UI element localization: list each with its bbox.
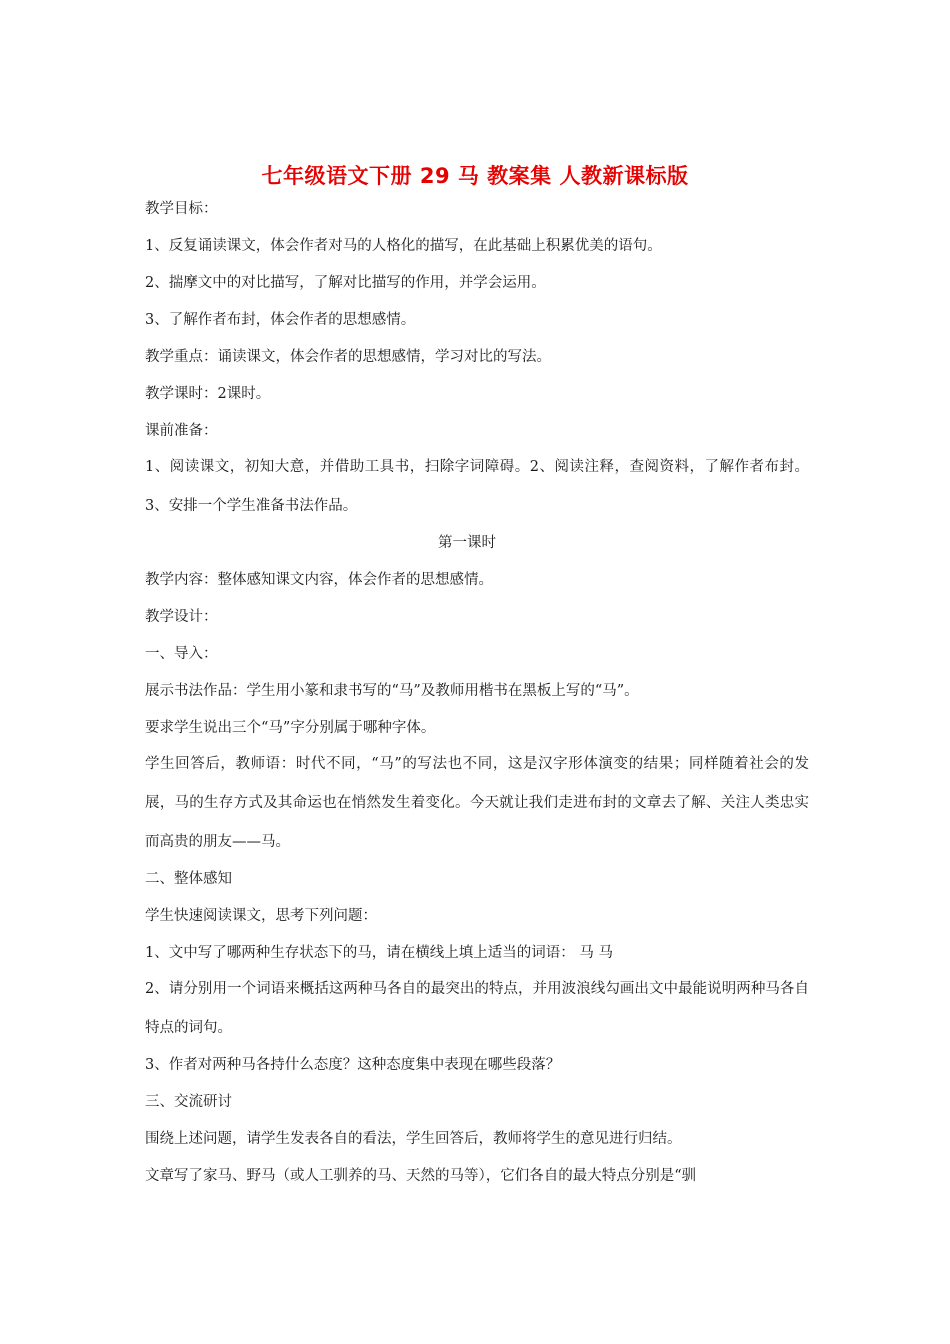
paragraph-section-intro: 一、导入： — [145, 646, 218, 662]
paragraph-goal-3: 3、了解作者布封，体会作者的思想感情。 — [145, 312, 416, 328]
document-body — [145, 197, 809, 1201]
document-title: 七年级语文下册 29 马 教案集 人教新课标版 — [261, 164, 689, 188]
paragraph-lesson-one-heading: 第一课时 — [438, 535, 496, 551]
paragraph-reading-task: 学生快速阅读课文，思考下列问题： — [145, 908, 377, 924]
paragraph-summary: 文章写了家马、野马（或人工驯养的马、天然的马等），它们各自的最大特点分别是“驯 — [145, 1168, 697, 1184]
paragraph-preparation-items: 1、阅读课文，初知大意，并借助工具书，扫除字词障碍。2、阅读注释，查阅资料，了解作者布封。 3、安排一个学生准备书法作品。 — [145, 459, 809, 514]
paragraph-font-question: 要求学生说出三个“马”字分别属于哪种字体。 — [145, 720, 436, 736]
paragraph-teacher-speech: 学生回答后，教师语：时代不同，“马”的写法也不同，这是汉字形体演变的结果；同样随着社会的发展，马的生存方式及其命运也在悄然发生着变化。今天就让我们走进布封的文章去了解、关注人类忠实而高贵的朋友——马。 — [145, 756, 809, 850]
paragraph-class-hours: 教学课时：2课时。 — [145, 386, 271, 402]
paragraph-goal-1: 1、反复诵读课文，体会作者对马的人格化的描写，在此基础上积累优美的语句。 — [145, 238, 662, 254]
paragraph-question-1: 1、文中写了哪两种生存状态下的马，请在横线上填上适当的词语： 马 马 — [145, 945, 613, 961]
paragraph-teaching-design: 教学设计： — [145, 609, 218, 625]
paragraph-goal-2: 2、揣摩文中的对比描写，了解对比描写的作用，并学会运用。 — [145, 275, 546, 291]
paragraph-key-points: 教学重点：诵读课文，体会作者的思想感情，学习对比的写法。 — [145, 349, 551, 365]
paragraph-calligraphy: 展示书法作品：学生用小篆和隶书写的“马”及教师用楷书在黑板上写的“马”。 — [145, 683, 639, 699]
paragraph-section-overview: 二、整体感知 — [145, 871, 232, 887]
paragraph-teaching-content: 教学内容：整体感知课文内容，体会作者的思想感情。 — [145, 572, 493, 588]
paragraph-section-discussion: 三、交流研讨 — [145, 1094, 232, 1110]
paragraph-teaching-goals-heading: 教学目标： — [145, 201, 218, 217]
paragraph-preparation-heading: 课前准备： — [145, 423, 218, 439]
paragraph-question-2: 2、请分别用一个词语来概括这两种马各自的最突出的特点，并用波浪线勾画出文中最能说明两种马各自特点的词句。 — [145, 981, 809, 1036]
paragraph-discussion-guide: 围绕上述问题，请学生发表各自的看法，学生回答后，教师将学生的意见进行归结。 — [145, 1131, 682, 1147]
paragraph-question-3: 3、作者对两种马各持什么态度？这种态度集中表现在哪些段落？ — [145, 1057, 561, 1073]
